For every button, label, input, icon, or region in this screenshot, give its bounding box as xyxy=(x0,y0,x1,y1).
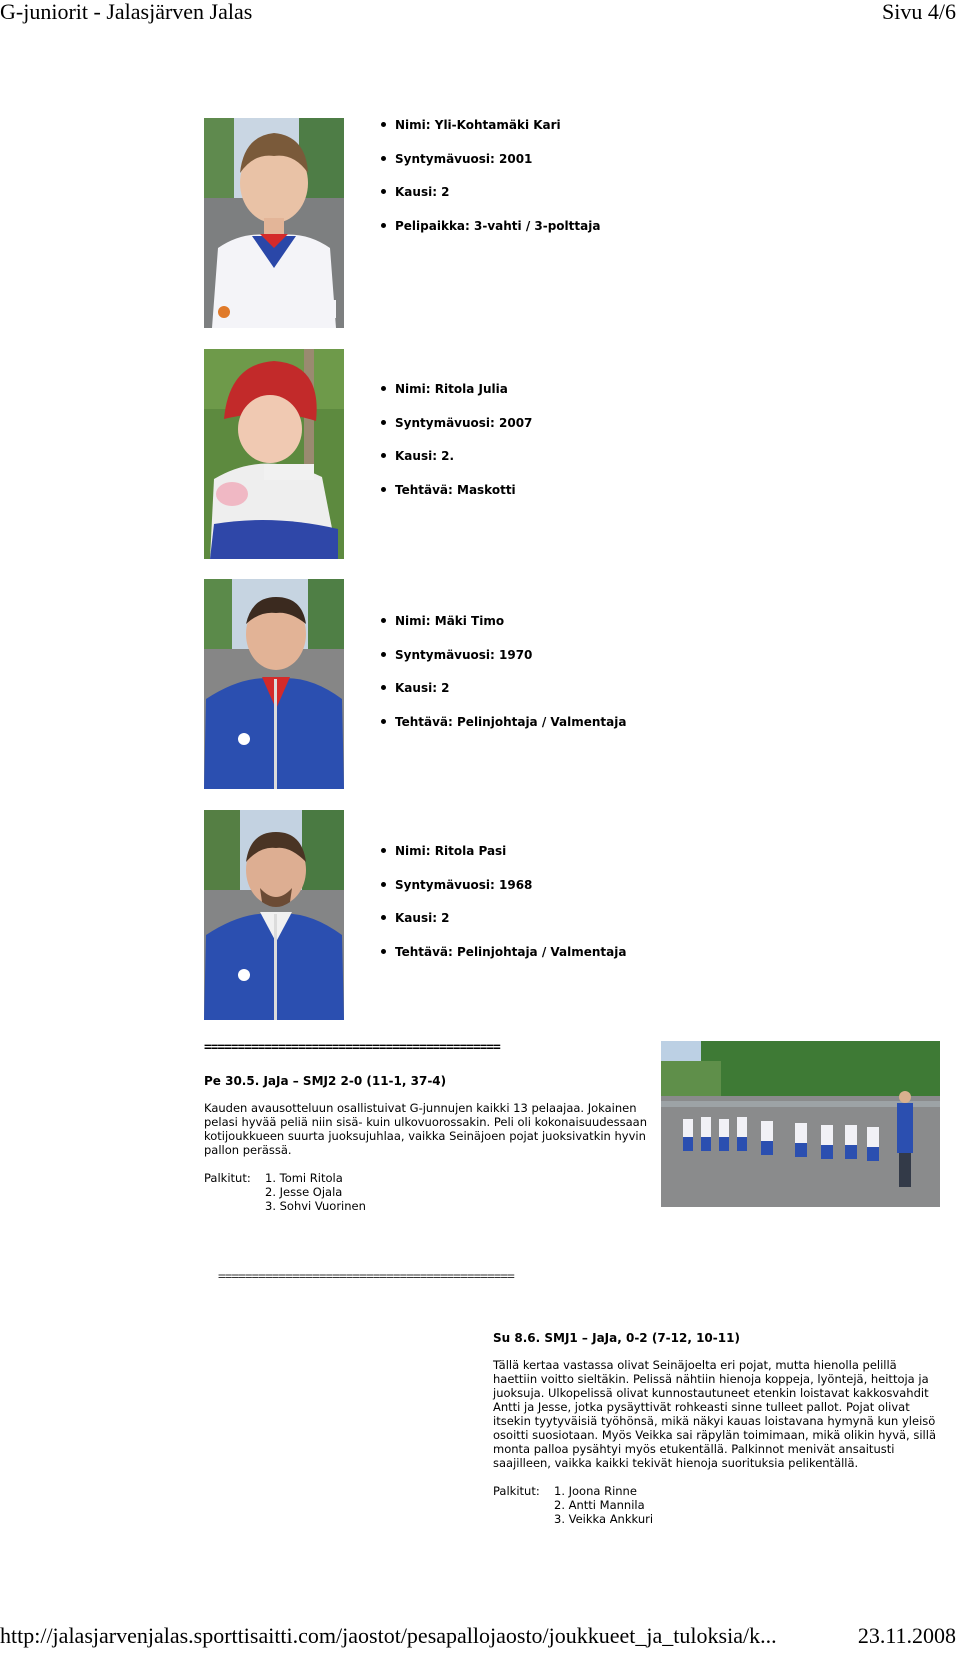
prize-winner: 2. Jesse Ojala xyxy=(265,1185,343,1199)
player-name: Nimi: Mäki Timo xyxy=(380,614,626,648)
player-birth-year: Syntymävuosi: 1968 xyxy=(380,878,626,912)
player-season: Kausi: 2 xyxy=(380,681,626,715)
separator-line: ============================================ xyxy=(204,1039,500,1054)
player-birth-year: Syntymävuosi: 2001 xyxy=(380,152,600,186)
player-photo-julia xyxy=(204,349,344,559)
print-date: 23.11.2008 xyxy=(857,1623,956,1648)
player-photo-timo xyxy=(204,579,344,789)
prize-winner: 1. Joona Rinne xyxy=(554,1484,637,1498)
player-name: Nimi: Ritola Julia xyxy=(380,382,532,416)
prizes-label: Palkitut: xyxy=(493,1484,540,1498)
player-role: Tehtävä: Pelinjohtaja / Valmentaja xyxy=(380,945,626,979)
prize-winner: 3. Veikka Ankkuri xyxy=(554,1512,654,1526)
prize-winner: 3. Sohvi Vuorinen xyxy=(265,1199,366,1213)
player-name: Nimi: Yli-Kohtamäki Kari xyxy=(380,118,600,152)
prizes-label: Palkitut: xyxy=(204,1171,251,1185)
site-title: G-juniorit - Jalasjärven Jalas xyxy=(0,0,253,24)
player-info-pasi xyxy=(380,844,626,978)
game1-title: Pe 30.5. JaJa – SMJ2 2-0 (11-1, 37-4) xyxy=(204,1074,447,1088)
player-name: Nimi: Ritola Pasi xyxy=(380,844,626,878)
team-photo xyxy=(661,1041,940,1207)
player-position: Pelipaikka: 3-vahti / 3-polttaja xyxy=(380,219,600,253)
player-role: Tehtävä: Maskotti xyxy=(380,483,532,517)
player-birth-year: Syntymävuosi: 2007 xyxy=(380,416,532,450)
game2-report: Tällä kertaa vastassa olivat Seinäjoelta eri pojat, mutta hienolla pelillä haettiin voitto sieltäkin. Pelissä nähtiin hienoja koppeja, lyöntejä, heittoja ja juoksuja. Ulkopelissä olivat kunnostautuneet etenkin loistavat kakkosvahdit Antti ja Jesse, jotka pysäyttivät rohkeasti sinne tulleet pallot. Pojat olivat itsekin tyytyväisiä työhönsä, mikä näkyi kauas loistavana hymynä kun yleisö osoitti suosiotaan. Myös Veikka sai räpylän toimimaan, mikä olikin hyvä, sillä monta palloa pysähtyi myös etukentällä. Palkinnot menivät ansaitusti saajilleen, vaikka kaikki tekivät hienoja suorituksia pelikentällä. xyxy=(493,1358,936,1470)
player-role: Tehtävä: Pelinjohtaja / Valmentaja xyxy=(380,715,626,749)
player-season: Kausi: 2 xyxy=(380,911,626,945)
player-season: Kausi: 2. xyxy=(380,449,532,483)
player-info-timo xyxy=(380,614,626,748)
player-season: Kausi: 2 xyxy=(380,185,600,219)
page-number: Sivu 4/6 xyxy=(882,0,956,24)
player-info-julia xyxy=(380,382,532,516)
player-photo-pasi xyxy=(204,810,344,1020)
separator-line: ============================================ xyxy=(218,1268,514,1283)
player-photo-kari xyxy=(204,118,344,328)
prize-winner: 1. Tomi Ritola xyxy=(265,1171,343,1185)
player-info-kari xyxy=(380,118,600,252)
player-birth-year: Syntymävuosi: 1970 xyxy=(380,648,626,682)
page-url: http://jalasjarvenjalas.sporttisaitti.com/jaostot/pesapallojaosto/joukkueet_ja_tuloksia/k... xyxy=(0,1623,777,1648)
game2-title: Su 8.6. SMJ1 – JaJa, 0-2 (7-12, 10-11) xyxy=(493,1331,740,1345)
prize-winner: 2. Antti Mannila xyxy=(554,1498,645,1512)
game1-report: Kauden avausotteluun osallistuivat G-junnujen kaikki 13 pelaajaa. Jokainen pelasi hyvää peliä niin sisä- kuin ulkovuorossakin. Peli oli kokonaisuudessaan kotijoukkueen suurta juoksujuhlaa, vaikka Seinäjoen pojat juoksivatkin hyvin pallon perässä. xyxy=(204,1101,647,1157)
